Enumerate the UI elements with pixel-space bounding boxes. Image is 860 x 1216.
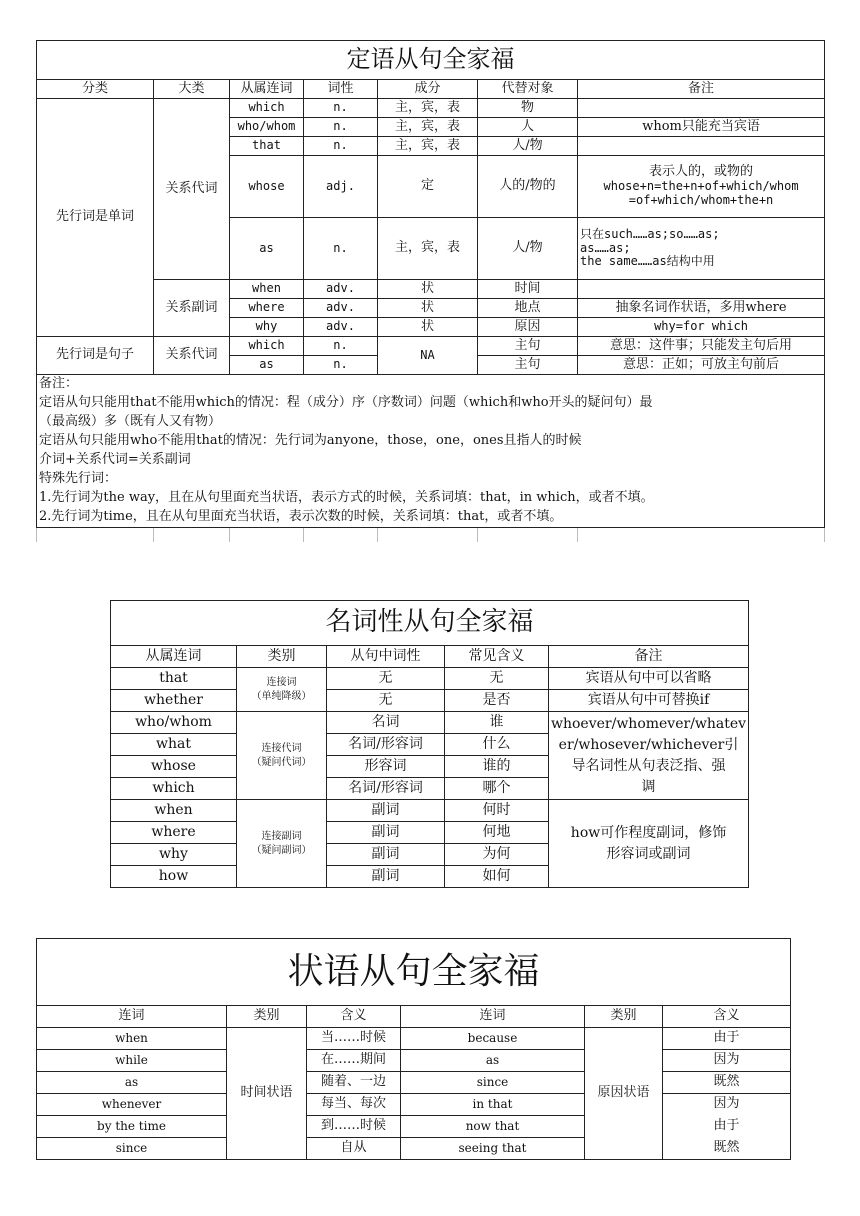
category-cell [237,712,327,800]
meaning-cell: 因为 [663,1050,791,1072]
header-cell: 代替对象 [478,80,578,99]
header-cell: 词性 [304,80,378,99]
note-line: er/whosever/whichever引 [558,736,739,753]
meaning-cell: 既然 [663,1072,791,1094]
category-cell [237,800,327,888]
role-cell: NA [378,337,478,375]
note-cell [578,280,825,299]
note-line: 只在such……as;so……as; [580,226,720,241]
category-sublabel: （疑问副词） [251,844,312,856]
pos-cell: adv. [304,299,378,318]
conj-cell: who/whom [230,118,304,137]
table-row [111,712,749,734]
conj-cell: that [111,668,237,690]
meaning-cell: 谁的 [445,756,549,778]
meaning-cell: 无 [445,668,549,690]
note-line: 调 [641,778,656,795]
target-cell: 主句 [478,356,578,375]
conj-cell: why [230,318,304,337]
noun-clause-table [110,600,749,888]
header-cell: 成分 [378,80,478,99]
category-cell: 原因状语 [585,1028,663,1160]
header-row [37,80,825,99]
table-row [37,1094,791,1116]
conj-cell: whenever [37,1094,227,1116]
note-text: 1.先行词为the way，且在从句里面充当状语，表示方式的时候，关系词填：that，in which，或者不填。 [37,489,825,508]
adverbial-clause-table [36,938,791,1160]
note-text: 定语从句只能用who不能用that的情况：先行词为anyone，those，one，ones且指人的时候 [37,432,825,451]
header-row [111,646,749,668]
meaning-cell: 如何 [445,866,549,888]
target-cell: 原因 [478,318,578,337]
pos-cell: n. [304,218,378,280]
note-line: whose+n=the+n+of+which/whom [603,179,799,194]
pos-cell: 副词 [327,866,445,888]
table-row [111,690,749,712]
note-cell [549,712,749,800]
table-title: 状语从句全家福 [37,939,791,1006]
category-cell [237,668,327,712]
pos-cell: adv. [304,318,378,337]
role-cell: 状 [378,299,478,318]
header-cell: 类别 [585,1006,663,1028]
meaning-cell: 到……时候 [307,1116,401,1138]
note-cell [578,218,825,280]
conj-cell: when [111,800,237,822]
target-cell: 时间 [478,280,578,299]
header-row [37,1006,791,1028]
role-cell: 状 [378,318,478,337]
note-cell: 意思：正如；可放主句前后 [578,356,825,375]
note-text: 介词+关系代词=关系副词 [37,451,825,470]
role-cell: 主，宾，表 [378,99,478,118]
meaning-cell: 既然 [663,1138,791,1160]
meaning-cell: 是否 [445,690,549,712]
role-cell: 主，宾，表 [378,118,478,137]
role-cell: 状 [378,280,478,299]
note-line: as……as; [580,240,631,255]
header-cell: 从句中词性 [327,646,445,668]
role-cell: 主，宾，表 [378,218,478,280]
pos-cell: n. [304,99,378,118]
table-row [37,337,825,356]
category-cell: 关系代词 [154,99,230,280]
category-cell: 关系代词 [154,337,230,375]
target-cell: 人/物 [478,137,578,156]
header-cell: 分类 [37,80,154,99]
conj-cell: as [230,356,304,375]
conj-cell: as [401,1050,585,1072]
note-cell: whom只能充当宾语 [578,118,825,137]
pos-cell: n. [304,337,378,356]
meaning-cell: 由于 [663,1116,791,1138]
note-cell: 宾语从句中可以省略 [549,668,749,690]
header-cell: 含义 [307,1006,401,1028]
meaning-cell: 由于 [663,1028,791,1050]
target-cell: 人的/物的 [478,156,578,218]
conj-cell: as [37,1072,227,1094]
conj-cell: where [111,822,237,844]
group-cell: 先行词是单词 [37,99,154,337]
conj-cell: that [230,137,304,156]
group-cell: 先行词是句子 [37,337,154,375]
header-cell: 连词 [37,1006,227,1028]
meaning-cell: 随着、一边 [307,1072,401,1094]
note-cell: 抽象名词作状语，多用where [578,299,825,318]
note-line: 导名词性从句表泛指、强 [571,757,726,774]
note-line: 形容词或副词 [606,845,691,862]
pos-cell: 副词 [327,800,445,822]
category-label: 连接代词 [261,743,302,754]
conj-cell: seeing that [401,1138,585,1160]
table-row [111,668,749,690]
pos-cell: 无 [327,690,445,712]
pos-cell: n. [304,356,378,375]
table-row [37,99,825,118]
table-title: 定语从句全家福 [37,41,825,80]
meaning-cell: 因为 [663,1094,791,1116]
meaning-cell: 何时 [445,800,549,822]
meaning-cell: 当……时候 [307,1028,401,1050]
pos-cell: 名词/形容词 [327,778,445,800]
conj-cell: now that [401,1116,585,1138]
meaning-cell: 自从 [307,1138,401,1160]
conj-cell: while [37,1050,227,1072]
note-cell [578,99,825,118]
note-cell: 宾语从句中可替换if [549,690,749,712]
meaning-cell: 哪个 [445,778,549,800]
conj-cell: how [111,866,237,888]
meaning-cell: 什么 [445,734,549,756]
table-row [111,800,749,822]
role-cell: 定 [378,156,478,218]
note-cell: 意思：这件事；只能发主句后用 [578,337,825,356]
header-cell: 从属连词 [230,80,304,99]
note-text: 2.先行词为time，且在从句里面充当状语，表示次数的时候，关系词填：that，或者不填。 [37,508,825,528]
conj-cell: because [401,1028,585,1050]
note-cell [578,156,825,218]
table-row [37,1138,791,1160]
header-cell: 大类 [154,80,230,99]
ghost-row [37,528,825,543]
conj-cell: which [230,337,304,356]
table-row [37,1072,791,1094]
header-cell: 备注 [549,646,749,668]
conj-cell: where [230,299,304,318]
meaning-cell: 何地 [445,822,549,844]
note-line: how可作程度副词，修饰 [570,824,727,841]
conj-cell: which [230,99,304,118]
conj-cell: since [401,1072,585,1094]
meaning-cell: 谁 [445,712,549,734]
header-cell: 类别 [227,1006,307,1028]
conj-cell: whose [111,756,237,778]
notes-heading: 备注： [37,375,825,395]
header-cell: 连词 [401,1006,585,1028]
conj-cell: whose [230,156,304,218]
conj-cell: what [111,734,237,756]
conj-cell: when [230,280,304,299]
conj-cell: since [37,1138,227,1160]
target-cell: 主句 [478,337,578,356]
header-cell: 类别 [237,646,327,668]
note-line: =of+which/whom+the+n [628,192,774,207]
pos-cell: 名词 [327,712,445,734]
conj-cell: which [111,778,237,800]
header-cell: 常见含义 [445,646,549,668]
note-line: 表示人的，或物的 [649,164,754,180]
pos-cell: adj. [304,156,378,218]
target-cell: 地点 [478,299,578,318]
note-cell [578,137,825,156]
table-row [37,1050,791,1072]
category-cell: 关系副词 [154,280,230,337]
pos-cell: 无 [327,668,445,690]
note-cell [549,800,749,888]
category-label: 连接副词 [261,831,302,842]
header-cell: 含义 [663,1006,791,1028]
conj-cell: by the time [37,1116,227,1138]
note-line: whoever/whomever/whatev [551,715,747,732]
pos-cell: n. [304,137,378,156]
table-title: 名词性从句全家福 [111,601,749,646]
meaning-cell: 每当、每次 [307,1094,401,1116]
category-cell: 时间状语 [227,1028,307,1160]
header-cell: 备注 [578,80,825,99]
target-cell: 物 [478,99,578,118]
meaning-cell: 在……期间 [307,1050,401,1072]
attributive-clause-table [36,40,825,542]
category-sublabel: （单纯降级） [251,690,312,702]
table-row [37,280,825,299]
note-text: （最高级）多（既有人又有物） [37,413,825,432]
conj-cell: whether [111,690,237,712]
conj-cell: when [37,1028,227,1050]
category-sublabel: （疑问代词） [251,756,312,768]
conj-cell: in that [401,1094,585,1116]
conj-cell: who/whom [111,712,237,734]
meaning-cell: 为何 [445,844,549,866]
table-row [37,1028,791,1050]
role-cell: 主，宾，表 [378,137,478,156]
note-cell: why=for which [578,318,825,337]
category-label: 连接词 [266,677,297,688]
note-text: 定语从句只能用that不能用which的情况：程（成分）序（序数词）问题（which和who开头的疑问句）最 [37,394,825,413]
header-cell: 从属连词 [111,646,237,668]
target-cell: 人/物 [478,218,578,280]
note-line: the same……as结构中用 [580,254,715,269]
pos-cell: 名词/形容词 [327,734,445,756]
note-text: 特殊先行词： [37,470,825,489]
pos-cell: 副词 [327,844,445,866]
table-row [37,1116,791,1138]
conj-cell: why [111,844,237,866]
pos-cell: 形容词 [327,756,445,778]
pos-cell: adv. [304,280,378,299]
pos-cell: 副词 [327,822,445,844]
conj-cell: as [230,218,304,280]
pos-cell: n. [304,118,378,137]
target-cell: 人 [478,118,578,137]
